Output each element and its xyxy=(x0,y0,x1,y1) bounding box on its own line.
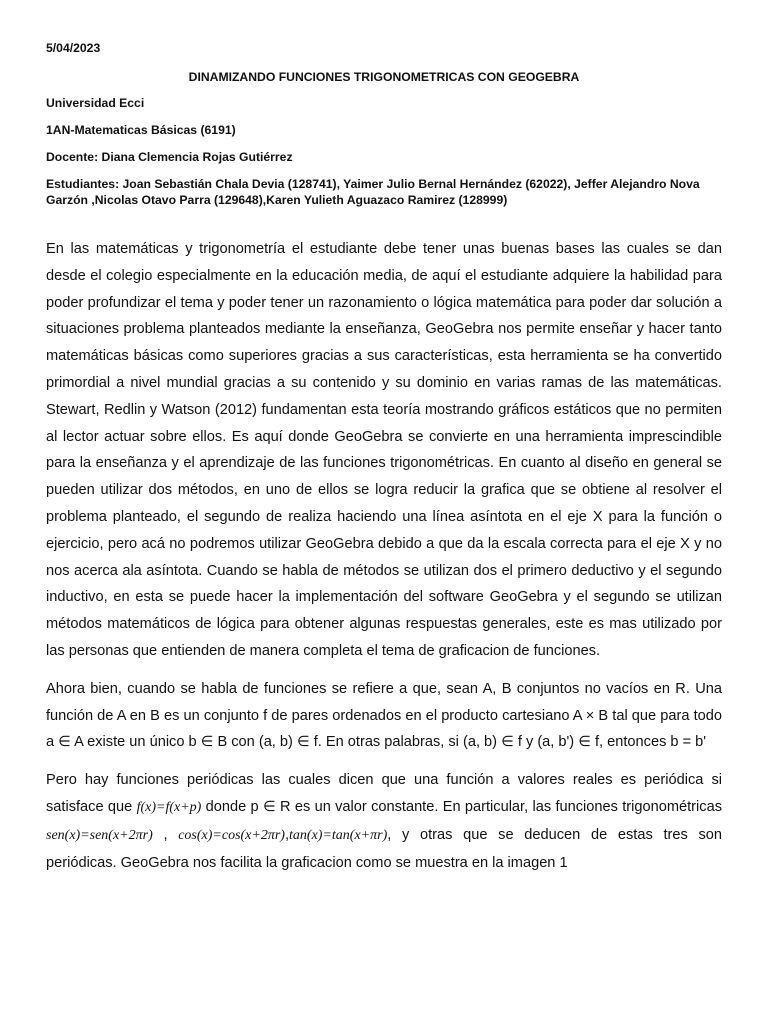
document-title: DINAMIZANDO FUNCIONES TRIGONOMETRICAS CON GEOGEBRA xyxy=(188,70,580,84)
students-list: Estudiantes: Joan Sebastián Chala Devia (128741), Yaimer Julio Bernal Hernández (62022), Jeffer Alejandro Nova Garzón ,Nicolas Otavo Parra (129648),Karen Yulieth Aguazaco Ramirez (128999) xyxy=(46,177,700,207)
formula-cosine: cos(x)=cos(x+2πr) xyxy=(178,827,285,843)
periodic-text-1: Pero hay funciones periódicas las cuales dicen que una función a valores reales es periódica si satisface que xyxy=(46,772,722,815)
document-page xyxy=(46,40,722,887)
course-name: 1AN-Matematicas Básicas (6191) xyxy=(46,123,236,137)
university-name: Universidad Ecci xyxy=(46,96,145,110)
paragraph-intro: En las matemáticas y trigonometría el estudiante debe tener unas buenas bases las cuales se dan desde el colegio especialmente en la educación media, de aquí el estudiante adquiere la habilidad para poder profundizar el tema y poder tener un razonamiento o lógica matemática para poder dar solución a situaciones problema planteados mediante la enseñanza, GeoGebra nos permite enseñar y hacer tanto matemáticas básicas como superiores gracias a sus características, esta herramienta se ha convertido primordial a nivel mundial gracias a su contenido y su dominio en varias ramas de las matemáticas. Stewart, Redlin y Watson (2012) fundamentan esta teoría mostrando gráficos estáticos que no permiten al lector actuar sobre ellos. Es aquí donde GeoGebra se convierte en una herramienta imprescindible para la enseñanza y el aprendizaje de las funciones trigonométricas. En cuanto al diseño en general se pueden utilizar dos métodos, en uno de ellos se logra reducir la grafica que se obtiene al resolver el problema planteado, el segundo de realiza haciendo una línea asíntota en el eje X para la función o ejercicio, pero acá no podremos utilizar GeoGebra debido a que da la escala correcta para el eje X y no nos acerca ala asíntota. Cuando se habla de métodos se utilizan dos el primero deductivo y el segundo inductivo, en esta se puede hacer la implementación del software GeoGebra y el segundo se utilizan métodos matemáticos de lógica para obtener algunas respuestas generales, este es mas utilizado por las personas que entienden de manera completa el tema de graficacion de funciones. xyxy=(46,241,722,659)
periodic-text-3: , xyxy=(152,826,179,843)
formula-periodic: f(x)=f(x+p) xyxy=(136,799,202,815)
teacher-name: Docente: Diana Clemencia Rojas Gutiérrez xyxy=(46,150,293,164)
periodic-text-5: , y otras que se deducen de estas tres son periódicas. GeoGebra nos facilita la graficacion como se muestra en la imagen 1 xyxy=(46,826,722,871)
formula-tangent: tan(x)=tan(x+πr) xyxy=(289,827,388,843)
periodic-text-2: donde p ∈ R es un valor constante. En particular, las funciones trigonométricas xyxy=(201,798,722,815)
document-date: 5/04/2023 xyxy=(46,41,101,55)
formula-sine: sen(x)=sen(x+2πr) xyxy=(46,827,153,843)
paragraph-function-definition: Ahora bien, cuando se habla de funciones se refiere a que, sean A, B conjuntos no vacíos en R. Una función de A en B es un conjunto f de pares ordenados en el producto cartesiano A × B tal que para todo a ∈ A existe un único b ∈ B con (a, b) ∈ f. En otras palabras, si (a, b) ∈ f y (a, b') ∈ f, entonces b = b' xyxy=(46,680,722,751)
paragraph-periodic-functions xyxy=(46,767,722,876)
periodic-text-4: , xyxy=(284,826,290,843)
